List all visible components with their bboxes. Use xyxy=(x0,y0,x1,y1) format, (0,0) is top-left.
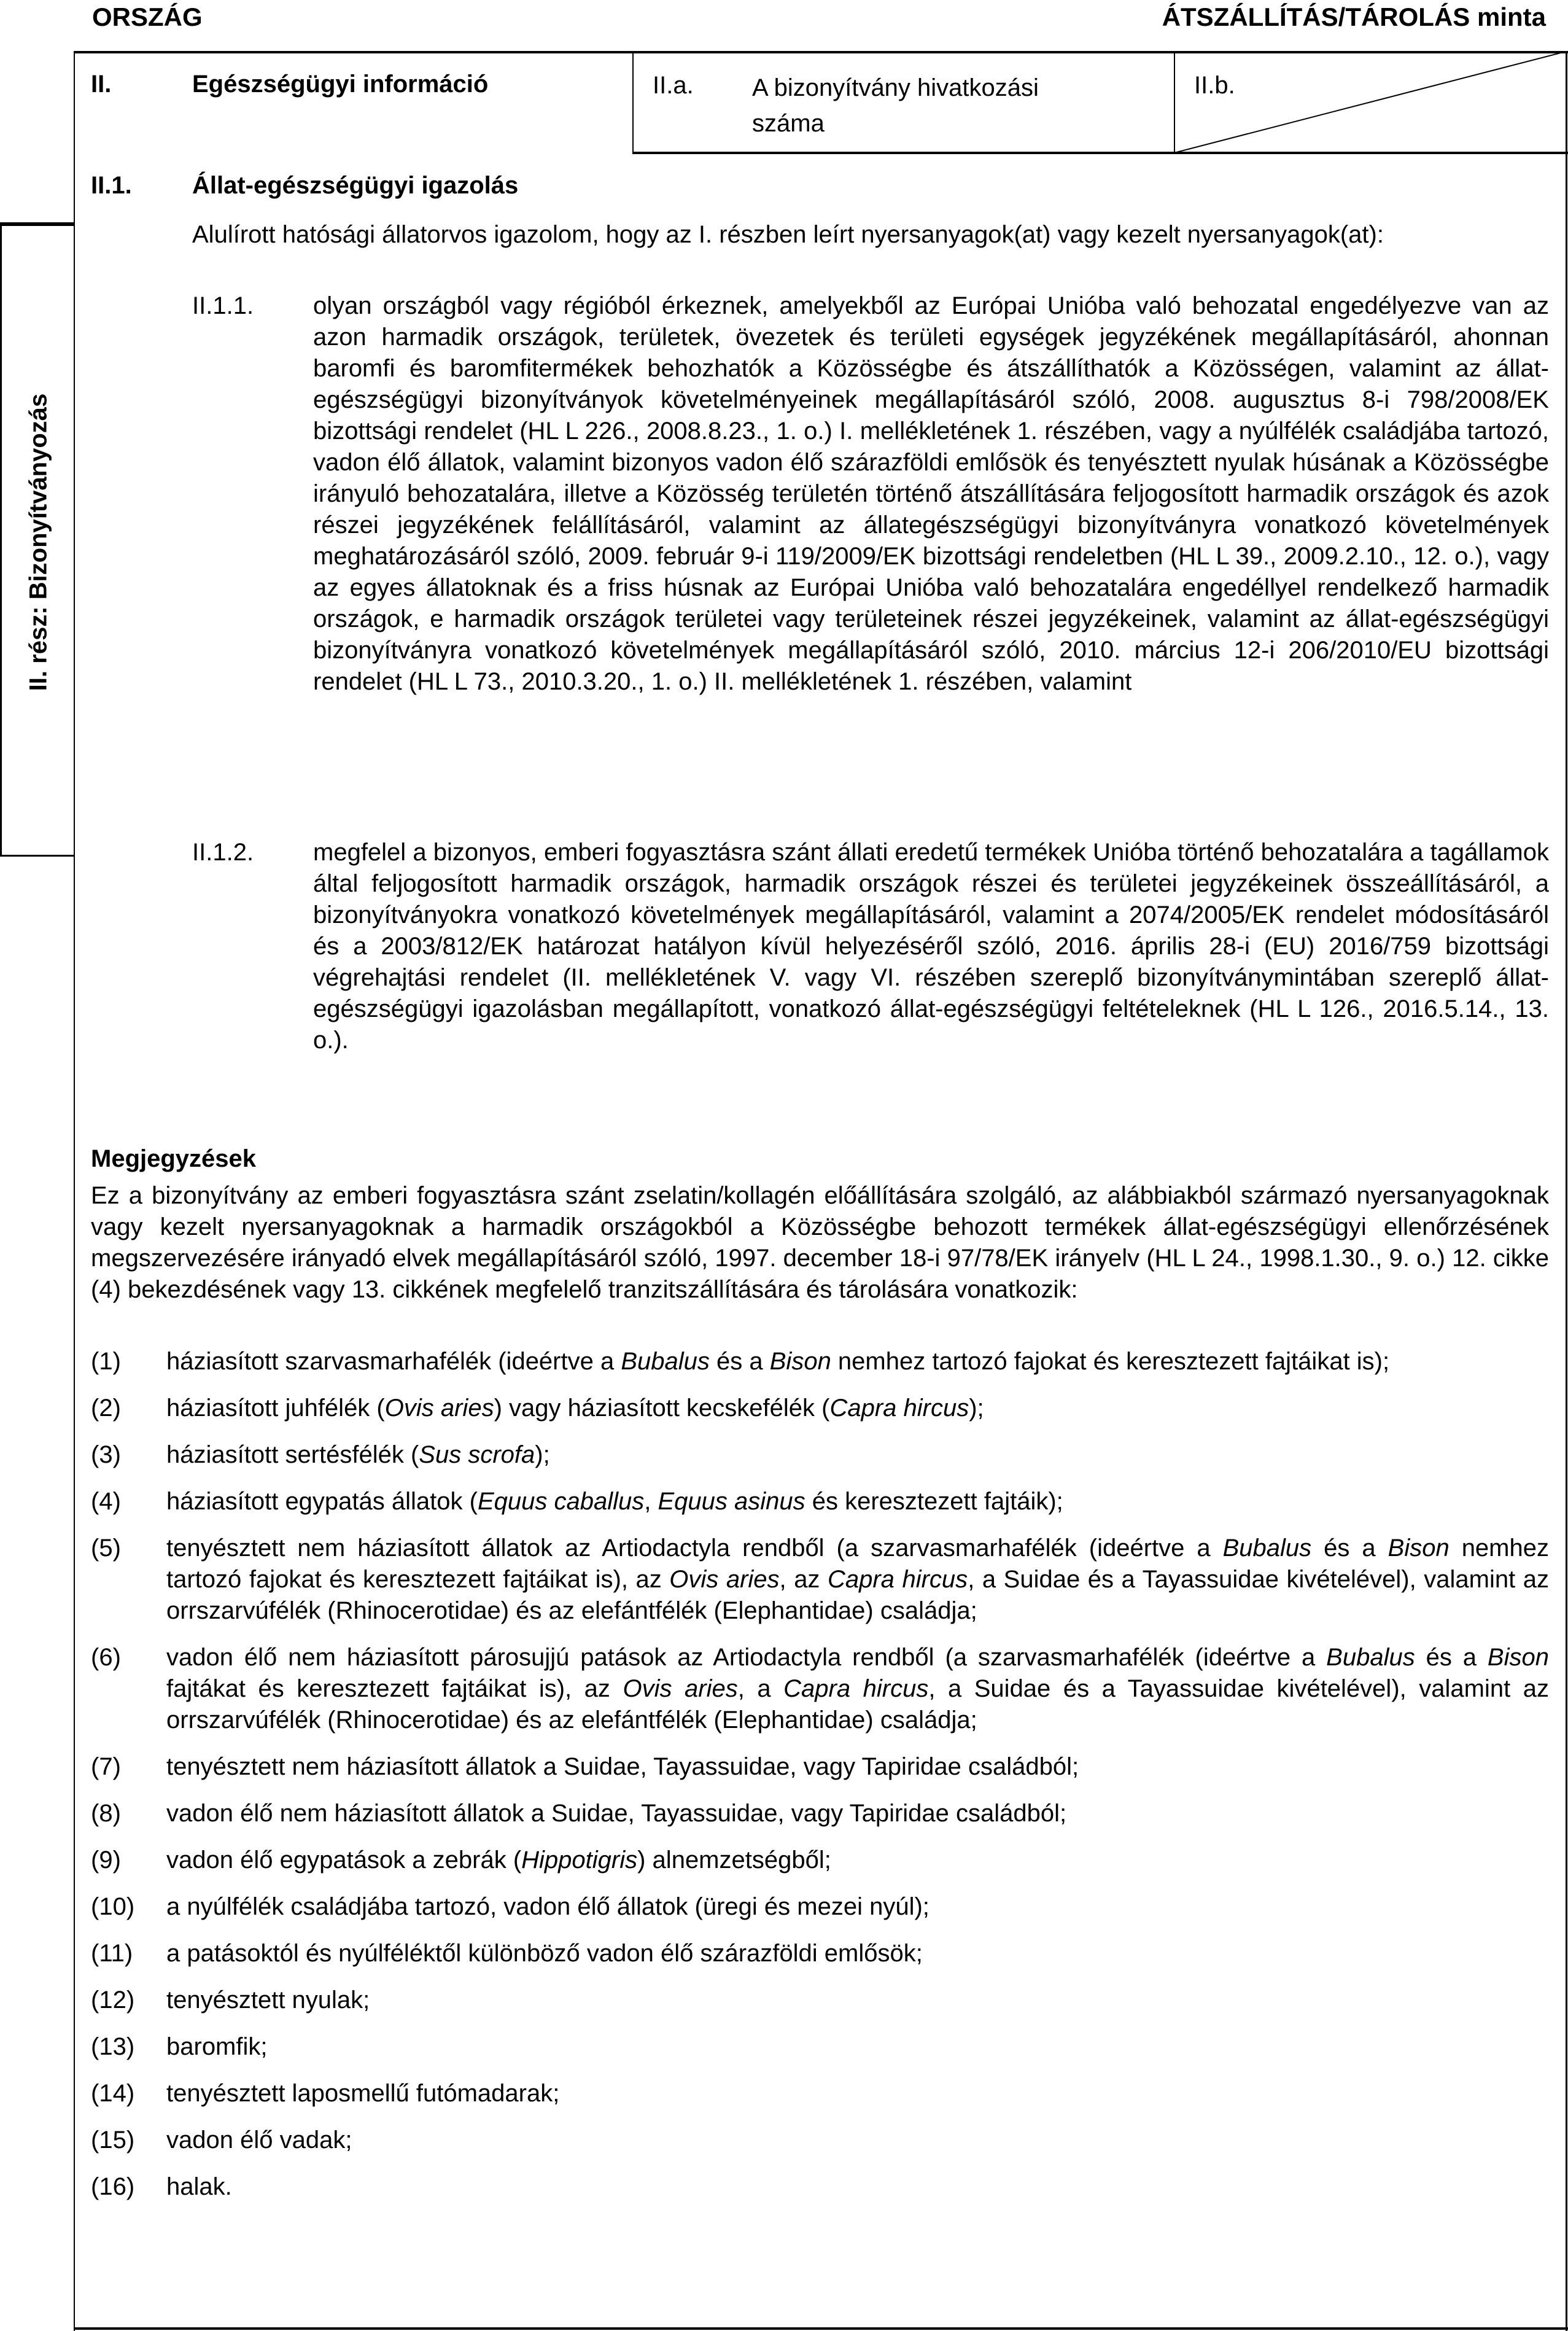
list-item-text: vadon élő egypatások a zebrák (Hippotigris) alnemzetségből; xyxy=(166,1847,831,1874)
list-item-number: (3) xyxy=(91,1441,121,1468)
species-name: Bison xyxy=(769,1348,831,1375)
list-item-text: háziasított juhfélék (Ovis aries) vagy háziasított kecskefélék (Capra hircus); xyxy=(166,1395,984,1422)
clause-code: II.1.1. xyxy=(192,292,254,319)
list-item xyxy=(91,1938,1549,1969)
list-item-number: (16) xyxy=(91,2173,135,2200)
list-item-text: háziasított sertésfélék (Sus scrofa); xyxy=(166,1441,550,1468)
header-model-title: ÁTSZÁLLÍTÁS/TÁROLÁS minta xyxy=(1162,2,1546,31)
list-item xyxy=(91,2125,1549,2156)
clause-text: olyan országból vagy régióból érkeznek, amelyekből az Európai Unióba való behozatal engedélyezve van az azon harmadik országok, területek, övezetek és területi egységek jegyzékének megállapításáról, ahonnan baromfi és baromfitermékek behozhatók a Közösségbe és átszállíthatók a Közösségen, valamint az állat-egészségügyi bizonyítványok követelményeinek megállapításáról szóló, 2008. augusztus 8-i 798/2008/EK bizottsági rendelet (HL L 226., 2008.8.23., 1. o.) I. mellékletének 1. részében, vagy a nyúlfélék családjába tartozó, vadon élő állatok, valamint bizonyos vadon élő szárazföldi emlősök és tenyésztett nyulak húsának a Közösségbe irányuló behozatalára, illetve a Közösség területén történő átszállítására feljogosított harmadik országok és azok részei jegyzékének felállításáról, valamint az állategészségügyi bizonyítványra vonatkozó követelmények meghatározásáról szóló, 2009. február 9-i 119/2009/EK bizottsági rendeletben (HL L 39., 2009.2.10., 12. o.), vagy az egyes állatoknak és a friss húsnak az Európai Unióba való behozatalára engedéllyel rendelkező harmadik országok, e harmadik országok területei vagy területeinek részei jegyzékeinek, valamint az állat-egészségügyi bizonyítványra vonatkozó követelmények megállapításáról szóló, 2010. március 12-i 206/2010/EU bizottsági rendelet (HL L 73., 2010.3.20., 1. o.) II. mellékletének 1. részében, valamint xyxy=(313,292,1549,695)
list-item xyxy=(91,1393,1549,1424)
species-name: Bison xyxy=(1388,1535,1450,1562)
species-name: Equus asinus xyxy=(658,1488,805,1515)
list-item-number: (1) xyxy=(91,1348,121,1375)
list-item xyxy=(91,2078,1549,2109)
section-title: Egészségügyi információ xyxy=(192,71,489,98)
list-item xyxy=(91,1486,1549,1517)
list-item-text: vadon élő nem háziasított állatok a Suidae, Tayassuidae, vagy Tapiridae családból; xyxy=(166,1800,1067,1827)
ref-b-code: II.b. xyxy=(1194,72,1235,99)
list-item-number: (5) xyxy=(91,1535,121,1562)
list-item-text: vadon élő vadak; xyxy=(166,2127,352,2154)
frame-bottom-border xyxy=(74,2327,1568,2330)
notes-title: Megjegyzések xyxy=(91,1145,257,1172)
list-item-text: háziasított egypatás állatok (Equus caballus, Equus asinus és keresztezett fajtáik); xyxy=(166,1488,1063,1515)
list-item-number: (4) xyxy=(91,1488,121,1515)
species-name: Bubalus xyxy=(621,1348,710,1375)
list-item-number: (7) xyxy=(91,1753,121,1780)
list-item-text: háziasított szarvasmarhafélék (ideértve a Bubalus és a Bison nemhez tartozó fajokat és keresztezett fajtáikat is); xyxy=(166,1348,1390,1375)
certification-code: II.1. xyxy=(91,172,132,199)
ref-a-label: A bizonyítvány hivatkozási száma xyxy=(752,74,1039,137)
list-item-text: baromfik; xyxy=(166,2033,268,2060)
list-item xyxy=(91,1845,1549,1876)
list-item xyxy=(91,1533,1549,1627)
species-name: Hippotigris xyxy=(521,1847,638,1874)
list-item-number: (6) xyxy=(91,1644,121,1671)
notes-intro: Ez a bizonyítvány az emberi fogyasztásra szánt zselatin/kollagén előállítására szolgáló, az alábbiakból származó nyersanyagoknak vagy kezelt nyersanyagoknak a harmadik országokból a Közösségbe behozott termékek állat-egészségügyi ellenőrzésének megszervezésére irányadó elvek megállapításáról szóló, 1997. december 18-i 97/78/EK irányelv (HL L 24., 1998.1.30., 9. o.) 12. cikke (4) bekezdésének vagy 13. cikkének megfelelő tranzitszállítására és tárolására vonatkozik: xyxy=(91,1182,1549,1303)
list-item xyxy=(91,2031,1549,2063)
clause-code: II.1.2. xyxy=(192,839,254,866)
species-name: Bison xyxy=(1487,1644,1549,1671)
list-item-number: (13) xyxy=(91,2033,135,2060)
list-item xyxy=(91,1751,1549,1783)
section-code: II. xyxy=(91,71,112,98)
certification-intro: Alulírott hatósági állatorvos igazolom, hogy az I. részben leírt nyersanyagok(at) vagy kezelt nyersanyagok(at): xyxy=(192,221,1384,248)
species-name: Bubalus xyxy=(1326,1644,1415,1671)
species-name: Capra hircus xyxy=(783,1675,929,1702)
list-item xyxy=(91,1891,1549,1923)
list-item xyxy=(91,1439,1549,1471)
species-name: Capra hircus xyxy=(827,1566,968,1593)
list-item-text: tenyésztett laposmellű futómadarak; xyxy=(166,2080,560,2107)
side-tab-label: II. rész: Bizonyítványozás xyxy=(25,393,52,691)
ref-b-strikethrough xyxy=(1174,51,1568,153)
species-name: Ovis aries xyxy=(623,1675,738,1702)
list-item-number: (14) xyxy=(91,2080,135,2107)
list-item-number: (12) xyxy=(91,1987,135,2014)
list-item xyxy=(91,1985,1549,2016)
species-name: Bubalus xyxy=(1222,1535,1312,1562)
list-item-number: (15) xyxy=(91,2127,135,2154)
list-item-number: (11) xyxy=(91,1940,133,1967)
species-name: Capra hircus xyxy=(829,1395,969,1422)
list-item-number: (10) xyxy=(91,1893,135,1920)
list-item xyxy=(91,2171,1549,2203)
certification-title: Állat-egészségügyi igazolás xyxy=(192,172,519,199)
list-item-text: halak. xyxy=(166,2173,232,2200)
list-item xyxy=(91,1798,1549,1829)
list-item-text: tenyésztett nem háziasított állatok a Suidae, Tayassuidae, vagy Tapiridae családból; xyxy=(166,1753,1079,1780)
list-item-number: (2) xyxy=(91,1395,121,1422)
clause-text: megfelel a bizonyos, emberi fogyasztásra szánt állati eredetű termékek Unióba történő behozatalára a tagállamok által feljogosított harmadik országok, harmadik országok részei és területei jegyzékeinek összeállításáról, a bizonyítványokra vonatkozó követelmények megállapításáról, valamint a 2074/2005/EK rendelet módosításáról és a 2003/812/EK határozat hatályon kívül helyezéséről szóló, 2016. április 28-i (EU) 2016/759 bizottsági végrehajtási rendelet (II. mellékletének V. vagy VI. részében szereplő bizonyítványmintában szereplő állat-egészségügyi igazolásban megállapított, vonatkozó állat-egészségügyi feltételeknek (HL L 126., 2016.5.14., 13. o.). xyxy=(313,839,1549,1054)
diagonal-line xyxy=(1174,51,1568,153)
list-item-number: (8) xyxy=(91,1800,121,1827)
header-country: ORSZÁG xyxy=(92,2,203,31)
species-list xyxy=(91,1346,1549,2218)
list-item-number: (9) xyxy=(91,1847,121,1874)
list-item-text: a patásoktól és nyúlféléktől különböző vadon élő szárazföldi emlősök; xyxy=(166,1940,923,1967)
side-tab xyxy=(0,224,74,857)
list-item-text: vadon élő nem háziasított párosujjú patások az Artiodactyla rendből (a szarvasmarhafélék (ideértve a Bubalus és a Bison fajtákat és keresztezett fajtáikat is), az Ovis aries, a Capra hircus, a Suidae és a Tayassuidae kivételével), valamint az orrszarvúfélék (Rhinocerotidae) és az elefántfélék (Elephantidae) családja; xyxy=(166,1644,1550,1734)
list-item xyxy=(91,1642,1549,1736)
list-item xyxy=(91,1346,1549,1377)
ref-a-code: II.a. xyxy=(653,72,694,99)
species-name: Ovis aries xyxy=(669,1566,780,1593)
frame-right-border xyxy=(1566,51,1567,2331)
list-item-text: tenyésztett nyulak; xyxy=(166,1987,370,2014)
species-name: Ovis aries xyxy=(384,1395,494,1422)
species-name: Sus scrofa xyxy=(419,1441,535,1468)
list-item-text: a nyúlfélék családjába tartozó, vadon élő állatok (üregi és mezei nyúl); xyxy=(166,1893,930,1920)
list-item-text: tenyésztett nem háziasított állatok az Artiodactyla rendből (a szarvasmarhafélék (ideértve a Bubalus és a Bison nemhez tartozó fajokat és keresztezett fajtáikat is), az Ovis aries, az Capra hircus, a Suidae és a Tayassuidae kivételével), valamint az orrszarvúfélék (Rhinocerotidae) és az elefántfélék (Elephantidae) családja; xyxy=(166,1535,1549,1624)
species-name: Equus caballus xyxy=(477,1488,645,1515)
